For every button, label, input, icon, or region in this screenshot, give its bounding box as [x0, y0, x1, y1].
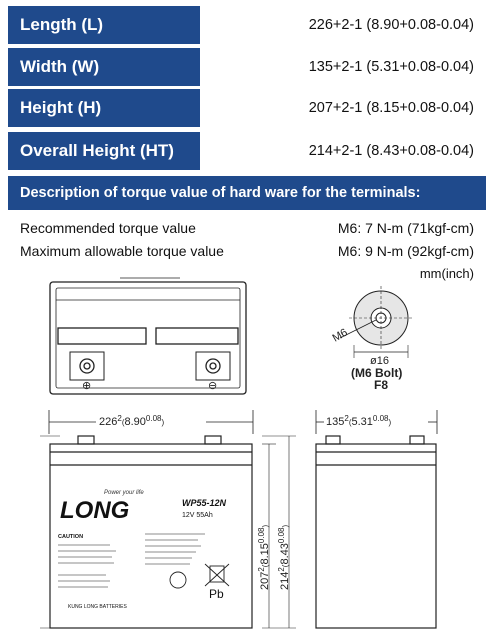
length-dim: $226^2_(8.90^{0.08}_)$ — [99, 414, 165, 428]
torque-label: Recommended torque value — [20, 220, 196, 236]
width-dim: $135^2_(5.31^{0.08}_)$ — [326, 414, 392, 428]
dim-value: 207+2-1 (8.15+0.08-0.04) — [308, 100, 474, 116]
minus-terminal-icon: ⊖ — [208, 380, 218, 392]
brand-tagline: Power your life — [104, 490, 144, 496]
side-view — [316, 436, 436, 628]
model-rating: 12V 55Ah — [182, 512, 213, 519]
pb-symbol: Pb — [209, 587, 224, 601]
dim-value: 135+2-1 (5.31+0.08-0.04) — [308, 59, 474, 75]
maker-name: KUNG LONG BATTERIES — [68, 604, 127, 610]
torque-label: Maximum allowable torque value — [20, 243, 224, 259]
bolt-diameter: ø16 — [370, 355, 389, 367]
plus-terminal-icon: ⊕ — [82, 380, 92, 392]
torque-value: M6: 7 N-m (71kgf-cm) — [337, 220, 474, 236]
top-view — [50, 278, 246, 394]
brand-logo: LONG — [60, 497, 130, 524]
height-dim: $207^2_(8.15^{0.08}_)$ — [257, 524, 271, 590]
bolt-code: F8 — [374, 378, 389, 392]
bolt-size: M6 — [330, 326, 350, 345]
bolt-detail — [340, 286, 413, 358]
torque-title: Description of torque value of hard ware for the terminals: — [8, 176, 486, 210]
model-name: WP55-12N — [182, 498, 227, 508]
dim-label: Length (L) — [8, 6, 200, 44]
overall-height-dim: $214^2_(8.43^{0.08}_)$ — [277, 524, 291, 590]
unit-label: mm(inch) — [419, 266, 474, 281]
dim-label: Width (W) — [8, 48, 200, 86]
dim-value: 214+2-1 (8.43+0.08-0.04) — [308, 143, 474, 159]
dim-label: Overall Height (HT) — [8, 132, 200, 170]
dim-value: 226+2-1 (8.90+0.08-0.04) — [308, 17, 474, 33]
dim-label: Height (H) — [8, 89, 200, 127]
caution-heading: CAUTION — [58, 534, 84, 540]
torque-value: M6: 9 N-m (92kgf-cm) — [337, 243, 474, 259]
bolt-name: (M6 Bolt) — [351, 366, 403, 380]
